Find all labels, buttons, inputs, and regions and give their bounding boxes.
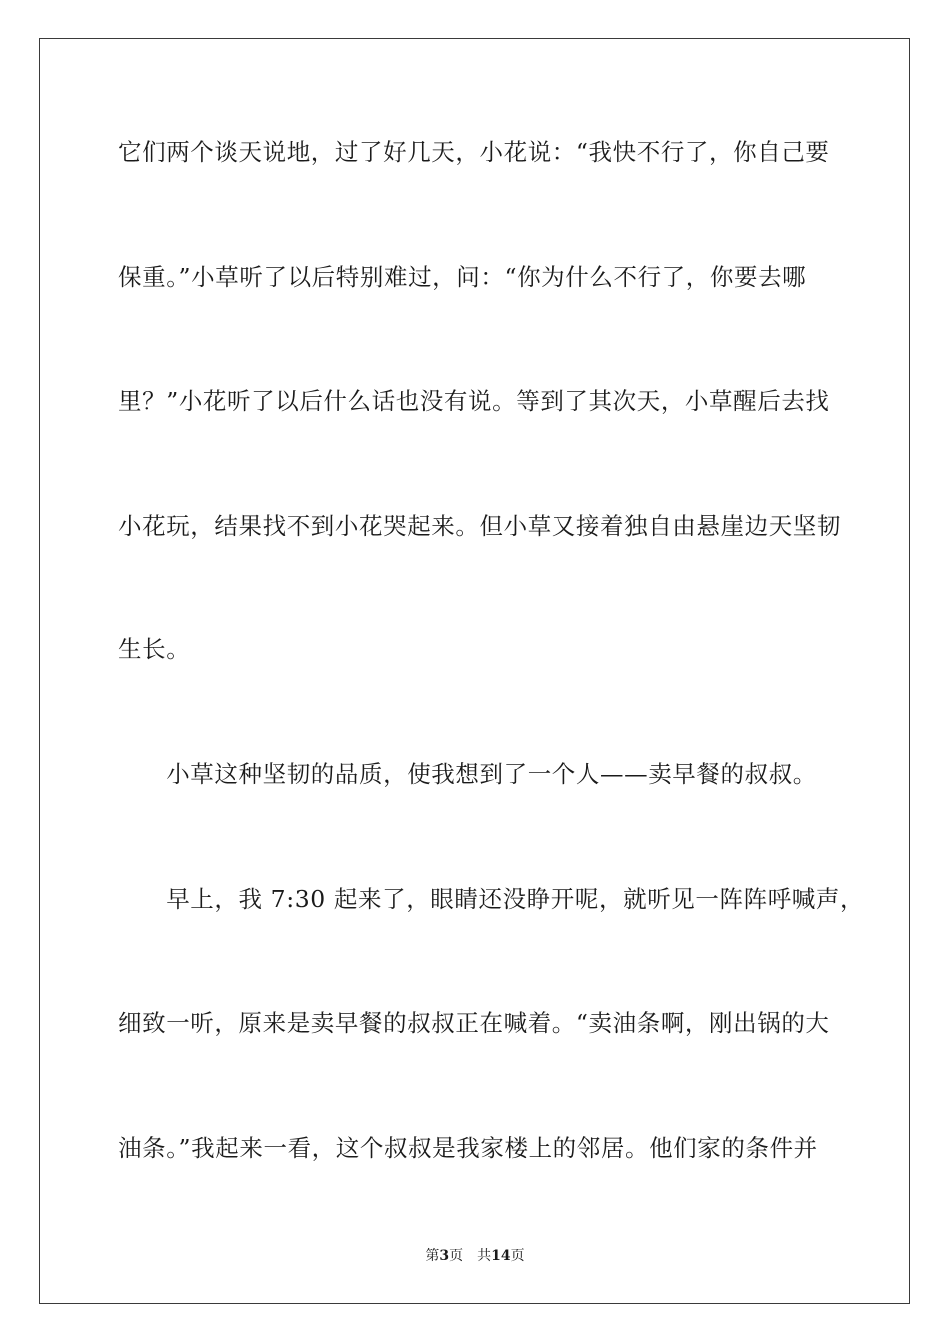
- text-line-1: 它们两个谈天说地，过了好几天，小花说：“我快不行了，你自己要: [118, 138, 830, 166]
- footer-total-suffix: 页: [510, 1248, 525, 1264]
- text-line-4: 小花玩，结果找不到小花哭起来。但小草又接着独自由悬崖边天坚韧: [118, 512, 841, 540]
- footer-page-prefix: 第: [425, 1248, 440, 1264]
- text-line-7: 早上，我 7:30 起来了，眼睛还没睁开呢，就听见一阵阵呼喊声，: [118, 885, 865, 913]
- text-line-2: 保重。”小草听了以后特别难过，问：“你为什么不行了，你要去哪: [118, 263, 807, 291]
- footer-page-suffix: 页: [449, 1248, 464, 1264]
- text-line-3: 里？”小花听了以后什么话也没有说。等到了其次天，小草醒后去找: [118, 387, 830, 415]
- footer-total-prefix: 共: [477, 1248, 492, 1264]
- text-line-8: 细致一听，原来是卖早餐的叔叔正在喊着。“卖油条啊，刚出锅的大: [118, 1009, 830, 1037]
- text-line-5: 生长。: [118, 635, 191, 663]
- footer-total-pages: 14: [491, 1248, 511, 1264]
- page-footer: [0, 1246, 950, 1266]
- text-line-9: 油条。”我起来一看，这个叔叔是我家楼上的邻居。他们家的条件并: [118, 1134, 818, 1162]
- page-border: [39, 38, 910, 1304]
- footer-page-number: 3: [439, 1248, 450, 1264]
- text-line-6: 小草这种坚韧的品质，使我想到了一个人——卖早餐的叔叔。: [118, 760, 817, 788]
